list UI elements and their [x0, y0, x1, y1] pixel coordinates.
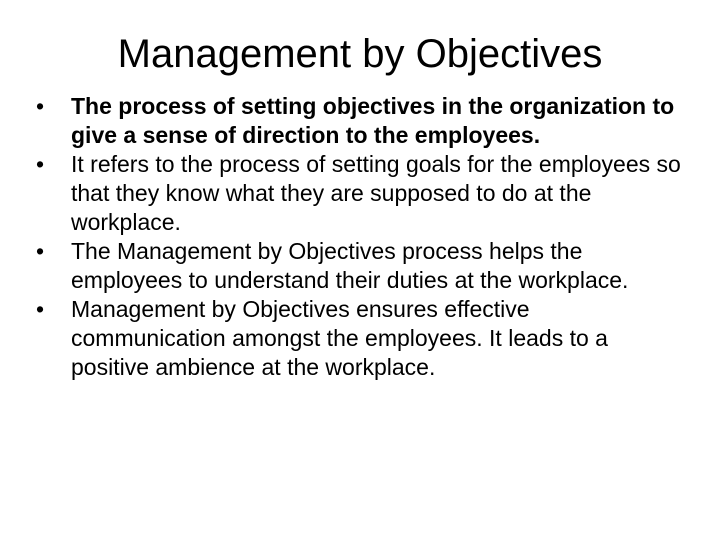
bullet-dot-icon: • [36, 93, 45, 119]
bullet-item [36, 150, 686, 237]
bullet-dot-icon: • [36, 151, 45, 177]
bullet-item [36, 295, 686, 382]
bullet-item [36, 237, 686, 295]
slide-title: Management by Objectives [117, 32, 603, 76]
bullet-dot-icon: • [36, 238, 45, 264]
bullet-text: The process of setting objectives in the organization to give a sense of direction to the employees. [71, 93, 675, 148]
bullet-text: Management by Objectives ensures effective communication amongst the employees. It leads to a positive ambience at the workplace. [71, 296, 608, 380]
bullet-text: It refers to the process of setting goals for the employees so that they know what they are supposed to do at the workplace. [71, 151, 681, 235]
bullet-text: The Management by Objectives process helps the employees to understand their duties at the workplace. [71, 238, 629, 293]
bullet-item [36, 92, 686, 150]
bullet-dot-icon: • [36, 296, 45, 322]
bullet-list [36, 92, 686, 382]
